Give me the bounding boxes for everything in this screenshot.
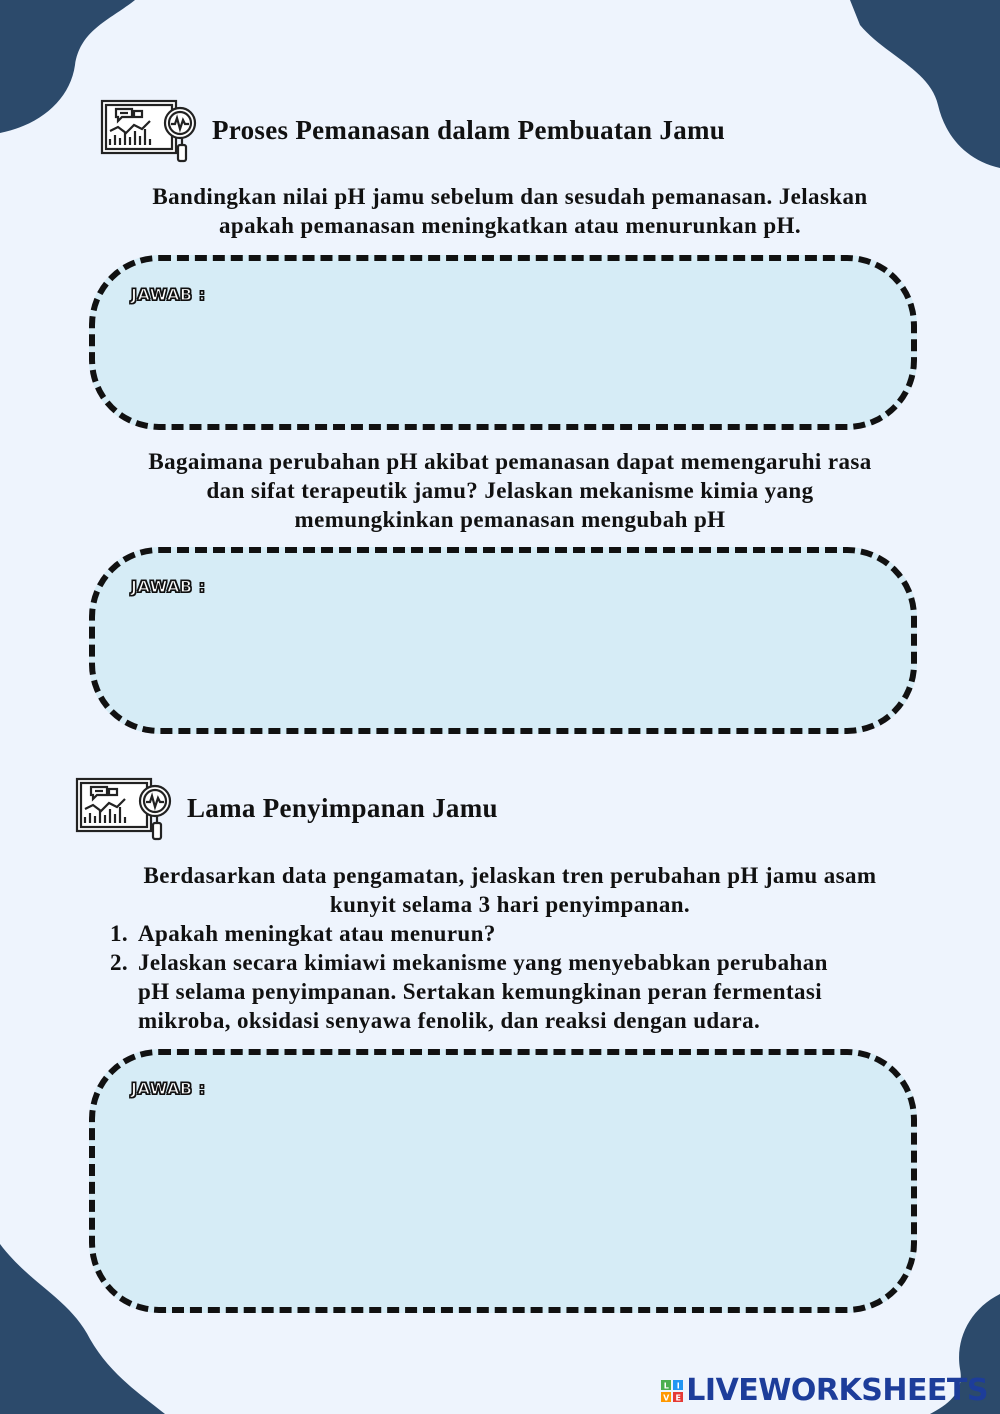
- answer-box-3[interactable]: [89, 1049, 917, 1313]
- list-item-line: mikroba, oksidasi senyawa fenolik, dan reaksi dengan udara.: [138, 1008, 761, 1033]
- answer-label: JAWAB :: [131, 577, 206, 596]
- question-1: [80, 182, 940, 240]
- question-3: [80, 861, 940, 919]
- logo-letter: L: [663, 1381, 669, 1390]
- question-3-line: kunyit selama 3 hari penyimpanan.: [329, 892, 691, 917]
- answer-box-1[interactable]: [89, 255, 917, 430]
- question-3-line: Berdasarkan data pengamatan, jelaskan tren perubahan pH jamu asam: [143, 863, 877, 888]
- data-analysis-icon: [100, 95, 200, 165]
- list-item-text: Apakah meningkat atau menurun?: [138, 921, 496, 946]
- list-item: [110, 948, 910, 1035]
- section-1-heading: [100, 95, 725, 165]
- question-3-sublist: [110, 919, 910, 1035]
- list-item: [110, 919, 910, 948]
- logo-letter: V: [663, 1393, 670, 1402]
- question-1-line: Bandingkan nilai pH jamu sebelum dan sesudah pemanasan. Jelaskan: [152, 184, 868, 209]
- list-item-text: [138, 948, 828, 1035]
- list-item-line: Jelaskan secara kimiawi mekanisme yang menyebabkan perubahan: [138, 950, 828, 975]
- section-2-heading: [75, 773, 498, 843]
- question-2-line: dan sifat terapeutik jamu? Jelaskan mekanisme kimia yang: [206, 478, 814, 503]
- liveworksheets-logo-icon: [661, 1380, 683, 1402]
- logo-letter: E: [675, 1393, 681, 1402]
- watermark-text: LIVEWORKSHEETS: [686, 1373, 988, 1408]
- data-analysis-icon: [75, 773, 175, 843]
- question-1-line: apakah pemanasan meningkatkan atau menurunkan pH.: [219, 213, 801, 238]
- answer-box-2[interactable]: [89, 547, 917, 734]
- question-2: [80, 447, 940, 534]
- list-item-number: 1.: [110, 921, 129, 946]
- section-2-title: Lama Penyimpanan Jamu: [187, 792, 498, 823]
- answer-label: JAWAB :: [131, 285, 206, 304]
- logo-letter: I: [677, 1381, 680, 1390]
- top-right-blob: [850, 0, 1000, 170]
- answer-label: JAWAB :: [131, 1079, 206, 1098]
- list-item-number: 2.: [110, 950, 129, 975]
- question-2-line: memungkinkan pemanasan mengubah pH: [294, 507, 726, 532]
- liveworksheets-watermark: [661, 1373, 988, 1408]
- section-1-title: Proses Pemanasan dalam Pembuatan Jamu: [212, 114, 726, 145]
- question-2-line: Bagaimana perubahan pH akibat pemanasan dapat memengaruhi rasa: [148, 449, 872, 474]
- list-item-line: pH selama penyimpanan. Sertakan kemungkinan peran fermentasi: [138, 979, 823, 1004]
